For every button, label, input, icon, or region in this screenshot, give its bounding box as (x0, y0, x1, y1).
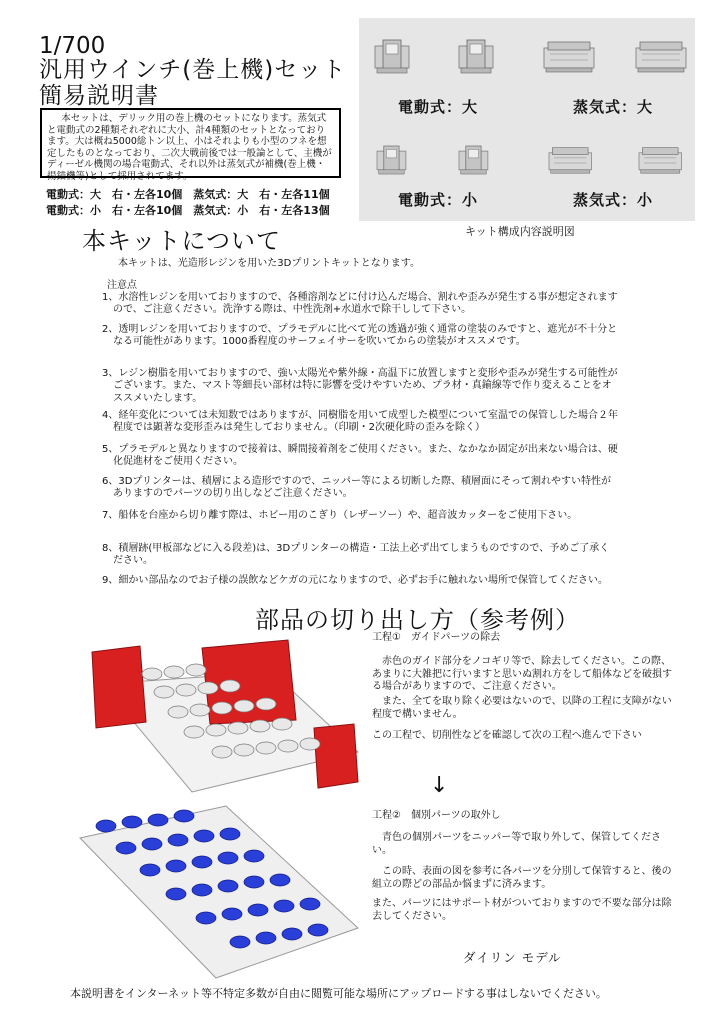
notes-title: 注意点 (107, 280, 137, 291)
red-guide-left (92, 646, 146, 728)
down-arrow-icon: ↓ (430, 773, 449, 798)
label-steam-large: 蒸気式：大 (573, 98, 654, 116)
about-heading: 本キットについて (82, 227, 282, 255)
count-row-2: 電動式：小 右・左各10個 蒸気式：小 右・左各13個 (46, 204, 330, 217)
electric-small-winch-2 (459, 146, 488, 174)
steam-small-winch-1 (549, 148, 592, 174)
note-item-8: 8、積層跡(甲板部などに入る段差)は、3Dプリンターの構造・工法上必ず出てしまうものですので、予めご了承ください。 (102, 543, 610, 567)
scale-label: 1/700 (39, 33, 106, 59)
step2-text-1: 青色の個別パーツをニッパー等で取り外して、保管してください。 (372, 832, 661, 856)
maker-signature: ダイリン モデル (463, 950, 562, 965)
electric-small-winch-1 (377, 146, 406, 174)
count-row-1: 電動式：大 右・左各10個 蒸気式：大 右・左各11個 (46, 188, 330, 201)
note-item-4: 4、経年変化については未知数ではありますが、同樹脂を用いて成型した模型について室温での保管しした場合２年程度では顕著な変形歪みは発生しておりません。（印刷・2次硬化時の歪みを除く） (102, 410, 618, 434)
note-item-3: 3、レジン樹脂を用いておりますので、強い太陽光や紫外線・高温下に放置しますと変形や歪みが発生する可能性がございます。また、マスト等細長い部材は特に影響を受けやすいため、プラ材・真鍮線等で作り変えることをオススメいたします。 (102, 368, 618, 404)
step1-text-1: 赤色のガイド部分をノコギリ等で、除去してください。この際、あまりに大雑把に行いますと思いぬ割れ方をして船体などを破損する場合がありますので、ご注意ください。 (372, 656, 672, 692)
page-title: 汎用ウインチ(巻上機)セット (39, 57, 347, 83)
label-electric-large: 電動式：大 (398, 98, 479, 116)
step2-text-3: また、パーツにはサポート材がついておりますので不要な部分は除去してください。 (372, 898, 672, 922)
label-steam-small: 蒸気式：小 (573, 191, 654, 209)
step2-parts-illustration (76, 798, 360, 980)
step1-title: 工程① ガイドパーツの除去 (372, 632, 501, 643)
step1-guide-illustration (82, 632, 360, 796)
note-item-1: 1、水溶性レジンを用いておりますので、各種溶剤などに付け込んだ場合、割れや歪みが発生する事が想定されますので、ご注意ください。洗浄する際は、中性洗剤+水道水で除干しして下さい。 (102, 292, 618, 316)
kit-panel-caption: キット構成内容説明図 (465, 225, 575, 238)
steam-large-winch-2 (636, 42, 686, 72)
intro-box (40, 108, 341, 182)
step2-text-2: この時、表面の図を参考に各パーツを分別して保管すると、後の組立の際どの部品か悩まずに済みます。 (372, 866, 672, 890)
intro-text: 本セットは、デリック用の巻上機のセットになります。蒸気式と電動式の2種類それぞれに大小、計4種類のセットとなっております。大は概ね5000総トン以上、小はそれよりも小型のフネを想定したものとなっており、二次大戦前後では一般論として、主機がディーゼル機関の場合電動式、それ以外は蒸気式が補機(巻上機・揚錨機等)として採用されてます。 (47, 113, 332, 182)
note-item-9: 9、細かい部品なのでお子様の誤飲などケガの元になりますので、必ずお手に触れない場所で保管してください。 (102, 575, 608, 586)
step2-title: 工程② 個別パーツの取外し (372, 810, 501, 821)
steam-large-winch-1 (544, 42, 594, 72)
page-subtitle: 簡易説明書 (39, 83, 159, 109)
steam-small-winch-2 (639, 148, 682, 174)
cutting-heading: 部品の切り出し方（参考例） (255, 606, 580, 634)
red-guide-right (314, 724, 358, 788)
note-item-7: 7、船体を台座から切り離す際は、ホビー用のこぎり（レザーソー）や、超音波カッターをご使用下さい。 (102, 510, 578, 521)
note-item-6: 6、3Dプリンターは、積層による造形ですので、ニッパー等による切断した際、積層面にそって割れやすい特性がありますのでパーツの切り出しなどご注意ください。 (102, 476, 612, 500)
label-electric-small: 電動式：小 (398, 191, 479, 209)
step1-text-2: また、全てを取り除く必要はないので、以降の工程に支障がない程度で構いません。 (372, 696, 672, 720)
electric-large-winch-2 (459, 40, 493, 73)
electric-large-winch-1 (375, 40, 409, 73)
about-lead: 本キットは、光造形レジンを用いた3Dプリントキットとなります。 (118, 258, 420, 269)
footer-notice: 本説明書をインターネット等不特定多数が自由に閲覧可能な場所にアップロードする事はしないでください。 (70, 987, 607, 1000)
step1-text-3: この工程で、切削性などを確認して次の工程へ進んで下さい (372, 730, 642, 741)
note-item-5: 5、プラモデルと異なりますので接着は、瞬間接着剤をご使用ください。また、なかなか固定が出来ない場合は、硬化促進材をご使用ください。 (102, 444, 618, 468)
note-item-2: 2、透明レジンを用いておりますので、プラモデルに比べて光の透過が強く通常の塗装のみですと、遮光が不十分となる可能性があります。1000番程度のサーフェイサーを吹いてからの塗装がオススメです。 (102, 324, 618, 348)
